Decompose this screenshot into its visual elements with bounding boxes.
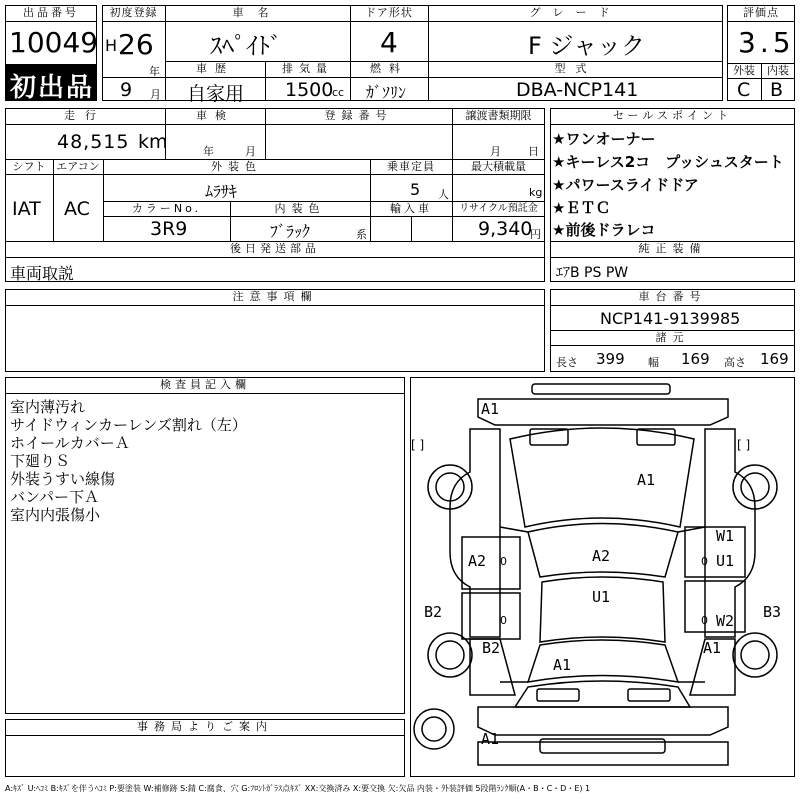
first-listing-badge-text: 初出品 xyxy=(10,73,95,103)
footer-legend: A:ｷｽﾞ U:ﾍｺﾐ B:ｷｽﾞを伴うﾍｺﾐ P:要塗装 W:補修跡 S:錆 C:腐食、穴 G:ﾌﾛﾝﾄｶﾞﾗｽ点ｷｽﾞ XX:交換済み X:要交換 欠:欠品 内装・外装評価 5段階ﾗﾝｸ順(A・B・C・D・E) 1 xyxy=(5,784,591,793)
zero-mark: 0 xyxy=(701,614,708,627)
mark-right-front-u: U1 xyxy=(716,552,735,570)
divider xyxy=(550,124,795,125)
fuel-label: 燃料 xyxy=(370,62,408,75)
divider xyxy=(5,735,405,736)
inspection-year-unit: 年 xyxy=(203,145,214,158)
zero-mark: 0 xyxy=(701,555,708,568)
lot-number: 10049 xyxy=(9,26,99,59)
divider xyxy=(550,305,795,306)
door-value: 4 xyxy=(380,26,398,59)
length-label: 長さ xyxy=(556,356,578,369)
bracket-left: [ ] xyxy=(411,438,425,452)
score-label: 評価点 xyxy=(743,6,779,19)
inspector-line: バンパー下Ａ xyxy=(10,488,99,506)
office-label: 事務局よりご案内 xyxy=(137,720,273,733)
chassis-value: NCP141-9139985 xyxy=(600,309,741,328)
inspection-month-unit: 月 xyxy=(245,145,256,158)
first-reg-label: 初度登録 xyxy=(109,6,158,19)
recycle-label: リサイクル預託金 xyxy=(459,203,538,214)
interior-value: B xyxy=(770,79,784,101)
month-unit: 月 xyxy=(150,88,161,101)
history-value: 自家用 xyxy=(187,83,245,105)
color-no-value: 3R9 xyxy=(150,218,188,240)
divider xyxy=(5,257,545,258)
exterior-label: 外装 xyxy=(733,64,755,77)
era-letter: H xyxy=(105,36,118,55)
int-color-value: ﾌﾞﾗｯｸ xyxy=(270,222,311,241)
sales-point-item: ★ワンオーナー xyxy=(552,130,656,148)
sales-point-item: ★パワースライドドア xyxy=(552,176,699,194)
mark-right-rocker: B3 xyxy=(763,603,782,621)
displacement-unit: cc xyxy=(332,86,345,99)
score-value: 3.5 xyxy=(738,26,795,59)
inspector-label: 検査員記入欄 xyxy=(160,378,250,391)
grade-label: グレード xyxy=(529,6,622,19)
inspector-line: 室内薄汚れ xyxy=(10,398,86,416)
divider xyxy=(5,124,545,125)
inspector-line: ホイールカバーＡ xyxy=(10,434,130,452)
capacity-unit: 人 xyxy=(438,188,449,201)
shift-label: シフト xyxy=(12,160,46,173)
divider xyxy=(102,21,723,22)
color-no-label: カラーNo. xyxy=(131,202,202,215)
year-unit: 年 xyxy=(149,65,160,78)
recycle-value: 9,340 xyxy=(478,218,533,240)
inspector-line: 下廻りＳ xyxy=(10,452,71,470)
int-color-unit: 系 xyxy=(356,228,367,241)
capacity-value: 5 xyxy=(410,180,421,199)
inspector-line: 室内内張傷小 xyxy=(10,506,101,524)
capacity-label: 乗車定員 xyxy=(387,160,435,173)
height-label: 高さ xyxy=(724,356,746,369)
mark-right-rear-fender: A1 xyxy=(703,639,722,657)
mark-trunk: A1 xyxy=(553,656,572,674)
inspector-line: サイドウィンカーレンズ割れ（左） xyxy=(10,416,247,434)
max-load-label: 最大積載量 xyxy=(471,160,526,173)
bracket-right: [ ] xyxy=(737,438,751,452)
transfer-day-unit: 日 xyxy=(528,145,539,158)
ac-value: AC xyxy=(64,198,90,220)
divider xyxy=(550,345,795,346)
transfer-label: 譲渡書類期限 xyxy=(465,109,532,122)
sales-point-item: ★キーレス2コ プッシュスタート xyxy=(552,153,784,171)
sales-points-label: セールスポイント xyxy=(612,109,732,122)
divider xyxy=(102,77,723,78)
mark-right-rear-w: W2 xyxy=(716,612,735,630)
mark-right-front-w: W1 xyxy=(716,527,735,545)
mileage-unit: km xyxy=(138,131,168,153)
displacement-value: 1500 xyxy=(285,79,334,101)
exterior-value: C xyxy=(737,79,751,101)
mark-roof-rear: U1 xyxy=(592,588,611,606)
divider xyxy=(5,305,545,306)
sales-point-item: ★ＥＴＣ xyxy=(552,199,611,217)
mileage-label: 走行 xyxy=(64,109,106,122)
car-diagram xyxy=(410,377,795,777)
notes-label: 注意事項欄 xyxy=(232,290,318,303)
mileage-value: 48,515 xyxy=(57,131,130,153)
length-value: 399 xyxy=(596,350,625,368)
transfer-month-unit: 月 xyxy=(490,145,501,158)
month-value: 9 xyxy=(120,79,133,101)
grade-value: F ジャック xyxy=(528,32,645,60)
divider xyxy=(411,216,412,241)
chassis-label: 車台番号 xyxy=(638,290,707,303)
zero-mark: 0 xyxy=(500,555,507,568)
sales-point-item: ★前後ドラレコ xyxy=(552,221,656,239)
recycle-unit: 円 xyxy=(530,228,541,241)
model-value: DBA-NCP141 xyxy=(516,79,639,101)
divider xyxy=(727,21,795,22)
mark-left-rear-fender: B2 xyxy=(482,639,501,657)
mark-left-front-door: A2 xyxy=(468,552,487,570)
divider xyxy=(5,174,545,175)
displacement-label: 排気量 xyxy=(282,62,333,75)
reg-no-label: 登録番号 xyxy=(324,109,393,122)
mark-roof-center: A2 xyxy=(592,547,611,565)
divider xyxy=(550,257,795,258)
lot-label: 出品番号 xyxy=(23,6,79,19)
divider xyxy=(5,393,405,394)
year-value: 26 xyxy=(118,28,154,61)
mark-hood: A1 xyxy=(637,471,656,489)
divider xyxy=(103,216,545,217)
fuel-value: ｶﾞｿﾘﾝ xyxy=(366,83,407,102)
ac-label: エアコン xyxy=(56,160,100,173)
interior-label: 内装 xyxy=(767,64,789,77)
dims-label: 諸元 xyxy=(655,331,690,344)
equipment-value: ｴｱB PS PW xyxy=(556,265,629,281)
ext-color-value: ﾑﾗｻｷ xyxy=(205,182,238,201)
divider xyxy=(5,21,97,22)
history-label: 車歴 xyxy=(196,62,234,75)
width-label: 幅 xyxy=(648,356,659,369)
later-parts-value: 車両取説 xyxy=(10,264,75,283)
door-label: ドア形状 xyxy=(365,6,413,19)
inspection-label: 車検 xyxy=(196,109,234,122)
car-name: ｽﾍﾟｲﾄﾞ xyxy=(210,32,282,60)
width-value: 169 xyxy=(681,350,710,368)
later-parts-label: 後日発送部品 xyxy=(230,242,320,255)
mark-front-bumper: A1 xyxy=(481,400,500,418)
shift-value: IAT xyxy=(12,198,41,220)
ext-color-label: 外装色 xyxy=(211,160,262,173)
zero-mark: 0 xyxy=(500,614,507,627)
mark-rear-bumper: A1 xyxy=(481,730,500,748)
height-value: 169 xyxy=(760,350,789,368)
model-label: 型式 xyxy=(554,62,597,75)
import-label: 輸入車 xyxy=(390,202,432,215)
mark-left-rocker: B2 xyxy=(424,603,443,621)
inspector-line: 外装うすい線傷 xyxy=(10,470,116,488)
equipment-label: 純正装備 xyxy=(638,242,707,255)
car-name-label: 車名 xyxy=(232,6,283,19)
int-color-label: 内装色 xyxy=(274,202,326,215)
max-load-unit: kg xyxy=(529,186,543,199)
